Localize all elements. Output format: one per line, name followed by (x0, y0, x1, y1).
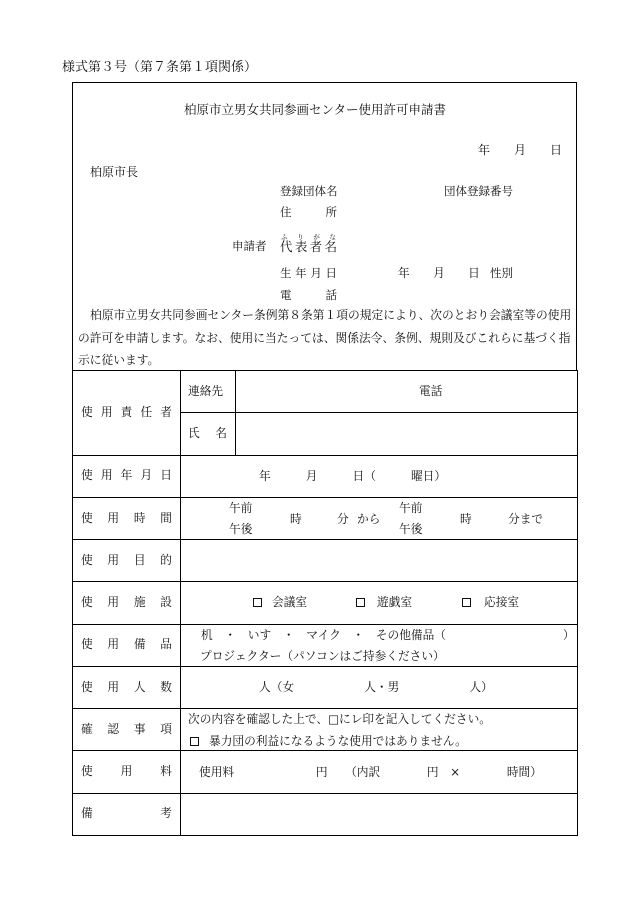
usage-details-table (72, 370, 578, 836)
label-char: 使 (81, 595, 93, 610)
gender-label: 性別 (490, 266, 513, 280)
label-char: 使 (81, 679, 93, 694)
label-char: 名 (324, 238, 337, 254)
table-row (73, 371, 578, 413)
label-char: 日 (325, 266, 337, 280)
until-label: 分まで (508, 511, 544, 526)
from-label: から (357, 511, 381, 526)
confirmation-label (81, 721, 172, 736)
checkbox-no-gang-use[interactable] (190, 737, 199, 746)
table-row (73, 709, 578, 751)
form-title: 柏原市立男女共同参画センター使用許可申請書 (184, 101, 447, 117)
label-char: 事 (133, 721, 146, 736)
label-char: 備 (81, 806, 93, 821)
addressee: 柏原市長 (90, 165, 139, 179)
date-value: 年 月 日（ 曜日） (259, 468, 447, 483)
label-char: 用 (107, 510, 120, 525)
date-label (81, 470, 172, 482)
label-char: 用 (100, 468, 113, 483)
label-char: 使 (81, 552, 93, 567)
label-char: 用 (107, 679, 120, 694)
label-char: り (297, 232, 304, 241)
label-char: 者 (309, 238, 323, 254)
group-number-label: 団体登録番号 (444, 184, 513, 198)
label-char: 使 (81, 468, 93, 483)
label-char: 考 (160, 806, 172, 821)
label-char: 目 (133, 552, 146, 567)
phone-label (280, 290, 337, 302)
birth-date-label (280, 268, 337, 280)
form-number: 様式第３号（第７条第１項関係） (62, 60, 258, 75)
table-row (73, 624, 578, 666)
label-char: 所 (325, 205, 337, 219)
contact-label: 連絡先 (188, 383, 224, 398)
label-char: 使 (81, 764, 93, 779)
table-row (73, 497, 578, 539)
manager-label (81, 404, 172, 419)
label-char: な (329, 232, 336, 241)
equipment-options: 机 ・ いす ・ マイク ・ その他備品（ ） (201, 627, 575, 642)
option-reception-room: 応接室 (484, 595, 520, 610)
people-value: 人（女 人・男 人） (259, 679, 493, 694)
application-header-box (72, 82, 577, 371)
confirmation-instruction: 次の内容を確認した上で、□にレ印を記入してください。 (188, 712, 491, 727)
time-label (81, 510, 172, 525)
label-char: 住 (280, 205, 292, 219)
label-char: 任 (140, 404, 153, 419)
people-label-cell (73, 666, 181, 708)
fee-field[interactable] (181, 751, 578, 793)
label-char: 施 (133, 595, 146, 610)
label-char: 品 (160, 637, 172, 652)
label-char: 氏 (188, 426, 200, 441)
fee-label (81, 766, 172, 778)
label-char: 数 (160, 679, 172, 694)
label-char: 備 (133, 637, 146, 652)
table-row (73, 582, 578, 624)
fee-label-cell (73, 751, 181, 793)
start-am[interactable]: 午前 (229, 500, 253, 515)
name-field[interactable] (236, 413, 578, 455)
label-char: 用 (107, 595, 120, 610)
people-label (81, 679, 172, 694)
label-char: 年 (295, 266, 307, 280)
label-char: が (313, 232, 320, 241)
time-field[interactable] (181, 497, 578, 539)
fee-value: 使用料 円 （内訳 円 × 時間） (199, 764, 542, 779)
start-pm[interactable]: 午後 (229, 521, 253, 536)
label-char: 用 (120, 764, 133, 779)
label-char: 月 (310, 266, 322, 280)
end-hour-unit: 時 (460, 511, 472, 526)
end-am[interactable]: 午前 (399, 500, 423, 515)
table-row (73, 540, 578, 582)
facility-label (81, 597, 172, 609)
table-row (73, 793, 578, 835)
manager-label-cell (73, 371, 181, 456)
equipment-label (81, 639, 172, 651)
address-label (280, 207, 337, 219)
table-row (73, 455, 578, 497)
checkbox-conference-room[interactable] (253, 598, 262, 607)
label-char: 生 (280, 266, 292, 280)
equipment-field[interactable] (181, 624, 578, 666)
table-row (73, 751, 578, 793)
equipment-label-cell (73, 624, 181, 666)
label-char: 責 (120, 404, 133, 419)
contact-label-cell (181, 371, 236, 413)
confirmation-field (181, 709, 578, 751)
representative-label (280, 238, 337, 254)
confirmation-item: 暴力団の利益になるような使用ではありません。 (209, 734, 467, 749)
label-char: 使 (81, 404, 93, 419)
end-pm[interactable]: 午後 (399, 521, 423, 536)
label-char: 電 (280, 288, 292, 302)
name-label (188, 428, 227, 440)
application-date[interactable]: 年 月 日 (478, 143, 563, 157)
label-char: 月 (140, 468, 153, 483)
option-playroom: 遊戯室 (377, 595, 413, 610)
option-conference-room: 会議室 (272, 595, 308, 610)
purpose-label (81, 552, 172, 567)
label-char: 年 (120, 468, 133, 483)
declaration-line: 示に従います。 (78, 353, 160, 367)
applicant-label: 申請者 (232, 239, 267, 253)
label-char: 認 (107, 721, 120, 736)
purpose-label-cell (73, 540, 181, 582)
start-hour-unit: 時 (290, 511, 302, 526)
people-field[interactable] (181, 666, 578, 708)
label-char: 時 (133, 510, 146, 525)
group-name-label: 登録団体名 (280, 184, 338, 198)
remarks-field[interactable] (181, 793, 578, 835)
label-char: 設 (160, 595, 172, 610)
confirmation-label-cell (73, 709, 181, 751)
label-char: 間 (160, 510, 172, 525)
date-field[interactable] (181, 455, 578, 497)
label-char: 項 (160, 721, 172, 736)
contact-phone-label: 電話 (419, 384, 443, 399)
start-minute-unit: 分 (337, 511, 349, 526)
remarks-label (81, 808, 172, 820)
table-row (73, 666, 578, 708)
purpose-field[interactable] (181, 540, 578, 582)
label-char: 確 (81, 721, 93, 736)
remarks-label-cell (73, 793, 181, 835)
label-char: 用 (100, 404, 113, 419)
declaration-line: 柏原市立男女共同参画センター条例第８条第１項の規定により、次のとおり会議室等の使用 (90, 308, 572, 322)
label-char: 名 (215, 426, 227, 441)
label-char: 料 (160, 764, 172, 779)
label-char: ふ (281, 232, 288, 241)
birth-date-field[interactable]: 年 月 日 (398, 266, 480, 280)
equipment-projector: プロジェクター（パソコンはご持参ください） (200, 648, 445, 663)
date-label-cell (73, 455, 181, 497)
label-char: 表 (294, 238, 308, 254)
label-char: 代 (280, 238, 293, 254)
label-char: 日 (160, 468, 172, 483)
label-char: 話 (325, 288, 337, 302)
facility-label-cell (73, 582, 181, 624)
time-label-cell (73, 497, 181, 539)
checkbox-playroom[interactable] (356, 598, 365, 607)
label-char: 使 (81, 510, 93, 525)
label-char: 用 (107, 552, 120, 567)
label-char: 者 (160, 404, 172, 419)
checkbox-reception-room[interactable] (462, 598, 471, 607)
label-char: 的 (160, 552, 172, 567)
label-char: 用 (107, 637, 120, 652)
facility-field (181, 582, 578, 624)
label-char: 人 (133, 679, 146, 694)
contact-phone-cell[interactable] (236, 371, 578, 413)
label-char: 使 (81, 637, 93, 652)
declaration-line: の許可を申請します。なお、使用に当たっては、関係法令、条例、規則及びこれらに基づく指 (78, 331, 571, 345)
name-label-cell (181, 413, 236, 455)
